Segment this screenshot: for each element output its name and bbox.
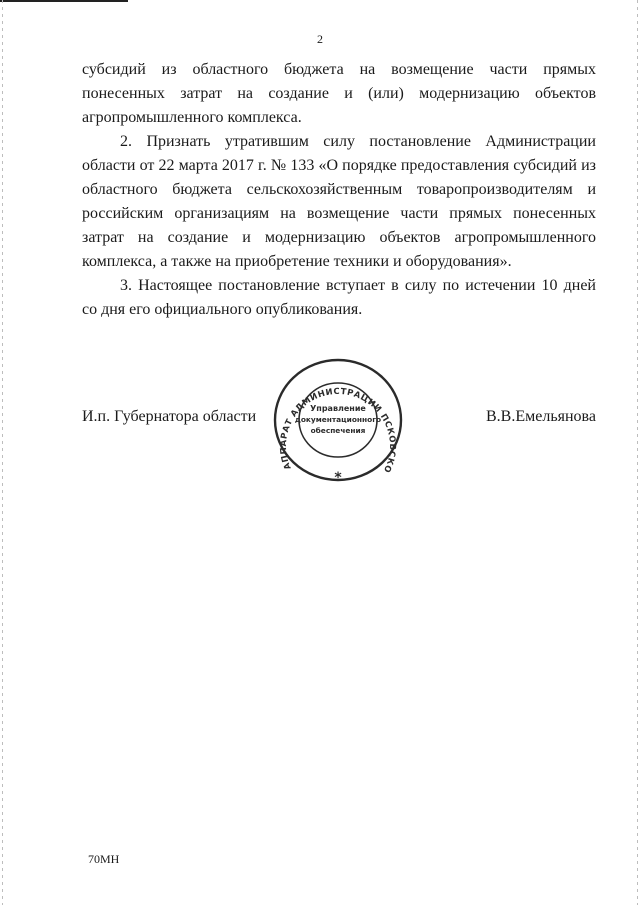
seal-center-line-2: документационного (294, 415, 382, 424)
scan-edge-right (637, 0, 638, 905)
seal-graphic (262, 356, 414, 490)
page-number: 2 (317, 32, 323, 46)
paragraph-item-2: 2. Признать утратившим силу постановление Администрации области от 22 марта 2017 г. № 133 «О порядке предоставления субсидий из областного бюджета сельскохозяйственным товаропроизводителям и российским организациям на возмещение части прямых понесенных затрат на создание и модернизацию объектов агропромышленного комплекса, а также на приобретение техники и оборудования». (82, 133, 596, 270)
top-edge-rule (0, 0, 128, 2)
official-seal (262, 356, 414, 490)
signatory-name: В.В.Емельянова (486, 408, 596, 425)
document-code: 70МН (88, 852, 120, 866)
document-body (82, 58, 596, 322)
seal-center-line-3: обеспечения (310, 426, 366, 435)
signatory-position: И.п. Губернатора области (82, 408, 257, 425)
seal-star-icon: * (334, 470, 342, 486)
seal-ring-text: АППАРАТ АДМИНИСТРАЦИИ ПСКОВСКО (277, 385, 399, 475)
scan-edge-left (2, 0, 3, 905)
paragraph-item-3: 3. Настоящее постановление вступает в силу по истечении 10 дней со дня его официального опубликования. (82, 277, 596, 318)
seal-center-line-1: Управление (310, 404, 366, 413)
paragraph-continuation: субсидий из областного бюджета на возмещение части прямых понесенных затрат на создание и (или) модернизацию объектов агропромышленного комплекса. (82, 61, 596, 126)
